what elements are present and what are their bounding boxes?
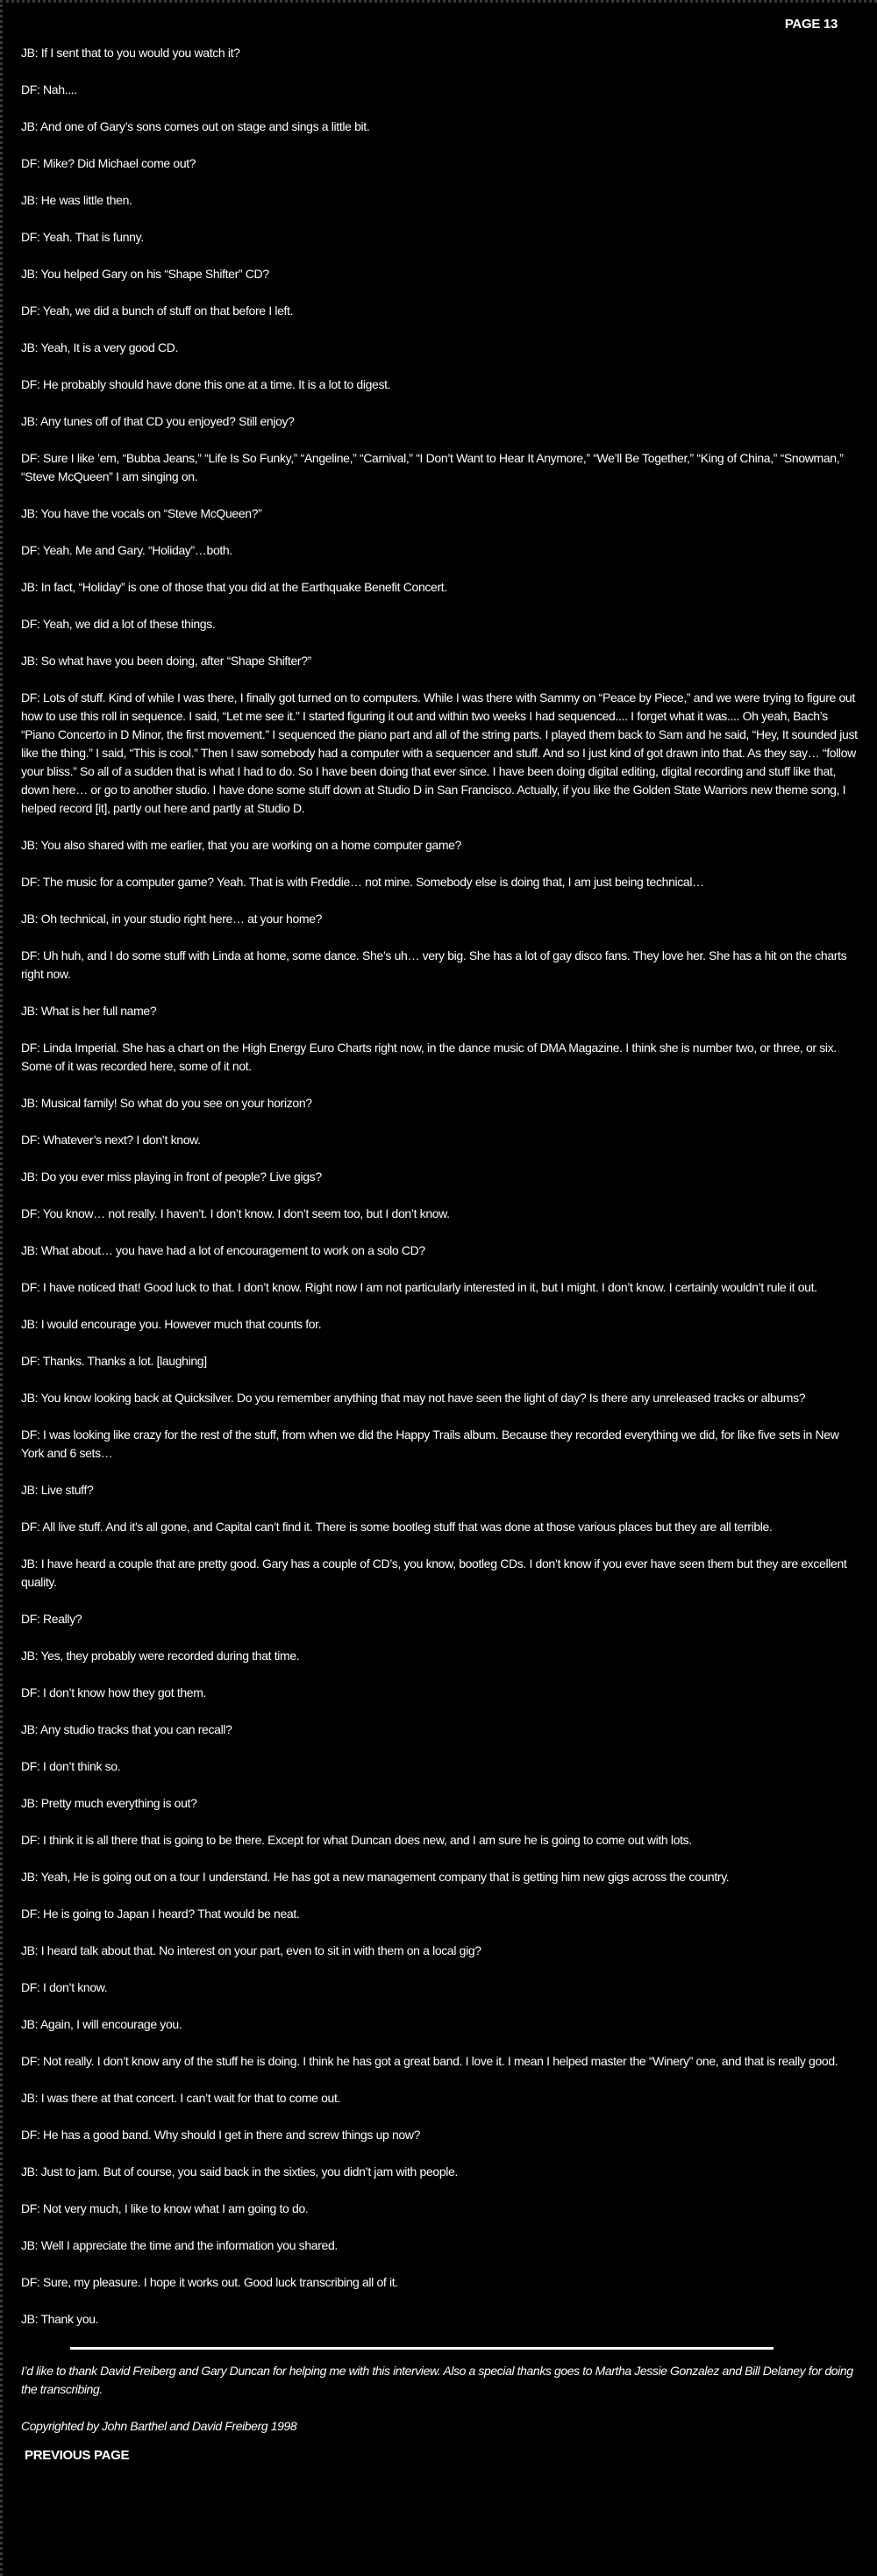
transcript-paragraph: JB: Again, I will encourage you.	[21, 2017, 182, 2031]
transcript-paragraph: JB: What is her full name?	[21, 1004, 157, 1018]
copyright: Copyrighted by John Barthel and David Freiberg 1998	[21, 2419, 297, 2433]
transcript-paragraph: DF: I don’t know how they got them.	[21, 1685, 207, 1699]
transcript-paragraph: DF: Not very much, I like to know what I am going to do.	[21, 2201, 309, 2215]
transcript-paragraph: JB: Pretty much everything is out?	[21, 1796, 197, 1810]
divider	[70, 2347, 774, 2350]
transcript-paragraph: DF: All live stuff. And it’s all gone, and Capital can’t find it. There is some bootleg stuff that was done at those various places but they are all terrible.	[21, 1520, 773, 1534]
transcript-paragraph: DF: He is going to Japan I heard? That would be neat.	[21, 1907, 300, 1921]
transcript-paragraph: JB: You also shared with me earlier, that you are working on a home computer game?	[21, 838, 462, 852]
transcript-paragraph: JB: So what have you been doing, after “Shape Shifter?”	[21, 654, 311, 668]
transcript-paragraph: DF: You know… not really. I haven’t. I don’t know. I don’t seem too, but I don’t know.	[21, 1206, 450, 1220]
transcript-paragraph: DF: Yeah, we did a bunch of stuff on that before I left.	[21, 304, 294, 318]
transcript-paragraph: DF: I don’t know.	[21, 1980, 108, 1994]
transcript-paragraph: JB: Just to jam. But of course, you said back in the sixties, you didn’t jam with people.	[21, 2165, 459, 2179]
transcript-paragraph: DF: Sure I like ’em, “Bubba Jeans,” “Life Is So Funky,” “Angeline,” “Carnival,” “I Don’t Want to Hear It Anymore,” “We’ll Be Together,” “King of China,” “Snowman,” “Steve McQueen” I am singing on.	[21, 451, 844, 483]
transcript-paragraph: JB: You know looking back at Quicksilver. Do you remember anything that may not have seen the light of day? Is there any unreleased tracks or albums?	[21, 1391, 806, 1405]
transcript-paragraph: DF: Whatever’s next? I don’t know.	[21, 1133, 201, 1147]
transcript-paragraph: JB: Thank you.	[21, 2312, 99, 2326]
acknowledgements: I’d like to thank David Freiberg and Gary Duncan for helping me with this interview. Also a special thanks goes to Martha Jessie Gonzalez and Bill Delaney for doing the transcribing.	[21, 2364, 853, 2396]
transcript-paragraphs	[21, 44, 863, 2329]
transcript-paragraph: DF: Linda Imperial. She has a chart on the High Energy Euro Charts right now, in the dance music of DMA Magazine. I think she is number two, or three, or six. Some of it was recorded here, some of it not.	[21, 1041, 837, 1073]
transcript-paragraph: DF: Nah....	[21, 82, 77, 97]
transcript-paragraph: JB: Yeah, It is a very good CD.	[21, 340, 179, 354]
transcript-paragraph: JB: I have heard a couple that are pretty good. Gary has a couple of CD’s, you know, bootleg CDs. I don’t know if you ever have seen them but they are excellent quality.	[21, 1556, 847, 1589]
transcript-paragraph: JB: You have the vocals on “Steve McQueen?”	[21, 506, 262, 520]
transcript-paragraph: DF: I think it is all there that is going to be there. Except for what Duncan does new, and I am sure he is going to come out with lots.	[21, 1833, 692, 1847]
transcript-paragraph: JB: What about… you have had a lot of encouragement to work on a solo CD?	[21, 1243, 425, 1257]
transcript-paragraph: DF: He probably should have done this one at a time. It is a lot to digest.	[21, 377, 391, 391]
transcript-paragraph: JB: You helped Gary on his “Shape Shifter” CD?	[21, 267, 269, 281]
transcript-paragraph: JB: And one of Gary’s sons comes out on stage and sings a little bit.	[21, 119, 370, 133]
transcript-paragraph: JB: I was there at that concert. I can’t wait for that to come out.	[21, 2091, 341, 2105]
transcript-paragraph: JB: Well I appreciate the time and the information you shared.	[21, 2238, 338, 2252]
transcript-paragraph: JB: Yeah, He is going out on a tour I understand. He has got a new management company that is getting him new gigs across the country.	[21, 1870, 730, 1884]
transcript-paragraph: DF: Lots of stuff. Kind of while I was there, I finally got turned on to computers. While I was there with Sammy on “Peace by Piece,” and we were trying to figure out how to use this roll in sequence. I said, “Let me see it.” I started figuring it out and within two weeks I had sequenced.... I forget what it was.... Oh yeah, Bach’s “Piano Concerto in D Minor, the first movement.” I sequenced the piano part and all of the string parts. I played them back to Sam and he said, “Hey, It sounded just like the thing.” I said, “This is cool.” Then I saw somebody had a computer with a sequencer and stuff. And so I just kind of got drawn into that. As they say… “follow your bliss.” So all of a sudden that is what I had to do. So I have been doing that ever since. I have been doing digital editing, digital recording and stuff like that, down here… or go to another studio. I have done some stuff down at Studio D in San Francisco. Actually, if you like the Golden State Warriors new theme song, I helped record [it], partly out here and partly at Studio D.	[21, 691, 858, 815]
transcript-paragraph: JB: I heard talk about that. No interest on your part, even to sit in with them on a local gig?	[21, 1943, 481, 1957]
transcript-paragraph: JB: If I sent that to you would you watch it?	[21, 46, 240, 60]
transcript-paragraph: JB: I would encourage you. However much that counts for.	[21, 1317, 322, 1331]
transcript-paragraph: DF: Yeah, we did a lot of these things.	[21, 617, 216, 631]
transcript-paragraph: DF: I was looking like crazy for the rest of the stuff, from when we did the Happy Trails album. Because they recorded everything we did, for like five sets in New York and 6 sets…	[21, 1428, 839, 1460]
previous-page-link[interactable]: PREVIOUS PAGE	[25, 2448, 130, 2463]
transcript-paragraph: JB: Musical family! So what do you see on your horizon?	[21, 1096, 312, 1110]
transcript-paragraph: JB: Yes, they probably were recorded during that time.	[21, 1649, 300, 1663]
transcript-paragraph: DF: I have noticed that! Good luck to that. I don’t know. Right now I am not particularly interested in it, but I might. I don’t know. I certainly wouldn’t rule it out.	[21, 1280, 817, 1294]
transcript-paragraph: DF: Not really. I don’t know any of the stuff he is doing. I think he has got a great band. I love it. I mean I helped master the “Winery” one, and that is really good.	[21, 2054, 838, 2068]
transcript-paragraph: DF: Yeah. That is funny.	[21, 230, 144, 244]
transcript-paragraph: DF: Mike? Did Michael come out?	[21, 156, 196, 170]
transcript-paragraph: DF: Sure, my pleasure. I hope it works out. Good luck transcribing all of it.	[21, 2275, 398, 2289]
transcript-paragraph: JB: Do you ever miss playing in front of people? Live gigs?	[21, 1170, 322, 1184]
transcript-paragraph: DF: Yeah. Me and Gary. “Holiday”…both.	[21, 543, 232, 557]
transcript-paragraph: DF: I don’t think so.	[21, 1759, 121, 1773]
transcript-paragraph: JB: Any tunes off of that CD you enjoyed? Still enjoy?	[21, 414, 295, 428]
transcript-paragraph: DF: Thanks. Thanks a lot. [laughing]	[21, 1354, 207, 1368]
transcript-paragraph: DF: The music for a computer game? Yeah. That is with Freddie… not mine. Somebody else is doing that, I am just being technical…	[21, 875, 704, 889]
transcript-paragraph: JB: Any studio tracks that you can recall?	[21, 1722, 232, 1736]
transcript-paragraph: DF: He has a good band. Why should I get in there and screw things up now?	[21, 2128, 421, 2142]
transcript-paragraph: JB: Oh technical, in your studio right here… at your home?	[21, 912, 323, 926]
transcript-paragraph: JB: He was little then.	[21, 193, 132, 207]
transcript-paragraph: DF: Really?	[21, 1612, 82, 1626]
interview-transcript	[21, 44, 863, 2464]
transcript-paragraph: JB: Live stuff?	[21, 1483, 94, 1497]
transcript-paragraph: DF: Uh huh, and I do some stuff with Linda at home, some dance. She’s uh… very big. She has a lot of gay disco fans. They love her. She has a hit on the charts right now.	[21, 948, 847, 981]
transcript-paragraph: JB: In fact, “Holiday” is one of those that you did at the Earthquake Benefit Concert.	[21, 580, 447, 594]
page-number: PAGE 13	[784, 17, 838, 32]
